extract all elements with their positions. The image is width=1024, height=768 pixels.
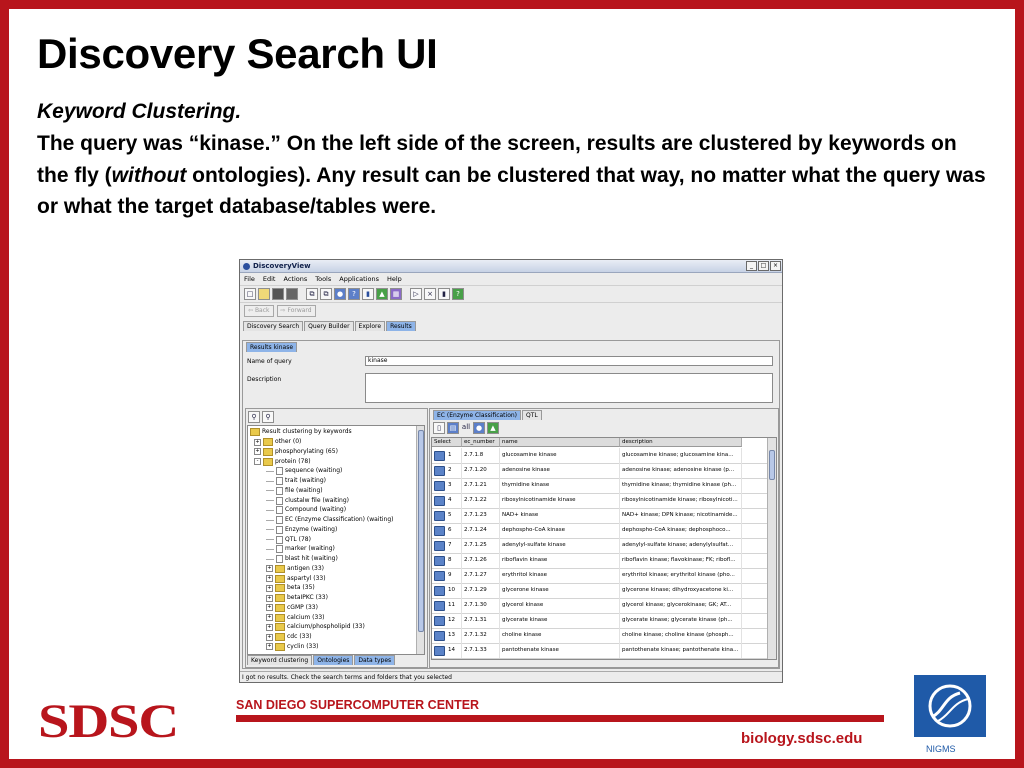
tree-item[interactable] <box>266 515 393 525</box>
tree-item-label: cyclin (33) <box>287 642 319 650</box>
sdsc-logo: SDSC <box>38 695 179 748</box>
tree-item[interactable] <box>266 622 365 632</box>
menu-applications[interactable]: Applications <box>339 275 379 283</box>
col-select[interactable]: Select <box>432 438 462 447</box>
menu-edit[interactable]: Edit <box>262 275 276 283</box>
find-next-icon[interactable]: ⚲ <box>262 411 274 423</box>
nigms-label: NIGMS <box>926 744 956 754</box>
expand-icon[interactable]: + <box>267 604 272 611</box>
table-cell: 6 <box>446 523 462 538</box>
table-cell: 2.7.1.24 <box>462 523 500 538</box>
document-icon <box>276 536 283 544</box>
all-icon[interactable]: all <box>461 423 471 431</box>
folder-icon <box>275 633 285 641</box>
print-icon[interactable] <box>286 288 298 300</box>
tree-scroll-thumb[interactable] <box>418 430 424 632</box>
expand-icon[interactable]: + <box>267 584 272 591</box>
table-cell: choline kinase <box>500 628 620 643</box>
document-icon <box>276 477 283 485</box>
table-cell: 14 <box>446 643 462 658</box>
document-icon <box>276 526 283 534</box>
table-row[interactable] <box>432 538 776 554</box>
cluster-toolbar <box>248 411 274 423</box>
menu-actions[interactable]: Actions <box>283 275 308 283</box>
table-cell: erythritol kinase; erythritol kinase (pho... <box>620 568 742 583</box>
table-cell: 9 <box>446 568 462 583</box>
table-cell: 2.7.1.33 <box>462 643 500 658</box>
tree-item[interactable] <box>266 564 324 574</box>
tab-qtl[interactable]: QTL <box>522 410 542 420</box>
paste-icon[interactable]: ⧉ <box>320 288 332 300</box>
copy-icon[interactable]: ⧉ <box>306 288 318 300</box>
slide-body-start: The query was “kinase.” On the left side of the screen, results are clustered by keywords on the fly ( <box>37 132 957 187</box>
forward-button[interactable]: ⇨ Forward <box>277 305 316 317</box>
globe-icon[interactable]: ● <box>334 288 346 300</box>
forward-label: Forward <box>287 307 312 314</box>
document-icon <box>276 487 283 495</box>
table-cell: 3 <box>446 478 462 493</box>
row-select-icon[interactable] <box>434 631 445 641</box>
tree-item[interactable] <box>266 505 346 515</box>
tree-item[interactable] <box>254 457 311 467</box>
table-cell: NAD+ kinase; DPN kinase; nicotinamide... <box>620 508 742 523</box>
minimize-icon[interactable]: _ <box>746 261 757 271</box>
menu-tools[interactable]: Tools <box>315 275 332 283</box>
table-row[interactable] <box>432 628 776 644</box>
table-cell: glycerate kinase <box>500 613 620 628</box>
table-cell: 7 <box>446 538 462 553</box>
table-cell: 13 <box>446 628 462 643</box>
title-bar <box>240 260 782 273</box>
tab-keyword-clustering[interactable]: Keyword clustering <box>247 655 312 665</box>
folder-icon <box>275 643 285 651</box>
tree-item-label: sequence (waiting) <box>285 467 343 475</box>
tree-item-label: marker (waiting) <box>285 545 335 553</box>
table-cell: adenosine kinase; adenosine kinase (p... <box>620 463 742 478</box>
table-cell: 2 <box>446 463 462 478</box>
expand-icon[interactable]: + <box>267 594 272 601</box>
table-cell: NAD+ kinase <box>500 508 620 523</box>
table-cell: 2.7.1.31 <box>462 613 500 628</box>
table-cell: 12 <box>446 613 462 628</box>
cluster-icon[interactable]: ▲ <box>376 288 388 300</box>
tree-item[interactable] <box>266 476 326 486</box>
footer-bar <box>236 715 884 722</box>
table-cell: 2.7.1.22 <box>462 493 500 508</box>
table-cell: 11 <box>446 598 462 613</box>
import-icon[interactable]: ▮ <box>438 288 450 300</box>
table-cell: 2.7.1.8 <box>462 448 500 463</box>
query-name-field[interactable]: kinase <box>365 356 773 366</box>
tree-connector <box>266 510 274 511</box>
table-cell: 5 <box>446 508 462 523</box>
tree-item-label: QTL (78) <box>285 535 311 543</box>
table-cell: ribosylnicotinamide kinase <box>500 493 620 508</box>
row-select-icon[interactable] <box>434 511 445 521</box>
tab-results[interactable]: Results <box>386 321 416 331</box>
row-select-icon[interactable] <box>434 466 445 476</box>
slide-body <box>37 128 987 223</box>
table-panel <box>429 408 779 668</box>
document-icon <box>276 506 283 514</box>
tree-root-label: Result clustering by keywords <box>262 428 352 435</box>
menu-help[interactable]: Help <box>386 275 402 283</box>
document-icon <box>276 545 283 553</box>
tree-item-label: clustalw file (waiting) <box>285 496 350 504</box>
expand-icon[interactable]: + <box>267 643 272 650</box>
folder-icon <box>250 428 260 436</box>
col-description[interactable]: description <box>620 438 742 447</box>
tab-data-types[interactable]: Data types <box>354 655 395 665</box>
delete-icon[interactable]: × <box>424 288 436 300</box>
new-icon[interactable]: □ <box>244 288 256 300</box>
slide-body-emphasis: without <box>111 163 187 187</box>
document-icon <box>276 555 283 563</box>
results-table <box>431 437 777 660</box>
center-name: SAN DIEGO SUPERCOMPUTER CENTER <box>236 698 480 712</box>
window-title: DiscoveryView <box>253 262 311 270</box>
row-select-icon[interactable] <box>434 526 445 536</box>
expand-icon[interactable]: + <box>267 614 272 620</box>
table-cell: 4 <box>446 493 462 508</box>
collapse-icon[interactable]: - <box>254 458 261 465</box>
main-tabs <box>240 321 782 331</box>
folder-icon <box>275 565 285 573</box>
table-cell: 2.7.1.32 <box>462 628 500 643</box>
expand-icon[interactable]: + <box>255 438 260 445</box>
table-cell: 2.7.1.23 <box>462 508 500 523</box>
folder-icon <box>263 438 273 446</box>
table-cell: choline kinase; choline kinase (phosph... <box>620 628 742 643</box>
tree-connector <box>266 549 274 550</box>
results-panel <box>242 340 780 669</box>
table-cell: pantothenate kinase <box>500 643 620 658</box>
export-icon[interactable]: ▷ <box>410 288 422 300</box>
table-cell: 2.7.1.26 <box>462 553 500 568</box>
site-url[interactable]: biology.sdsc.edu <box>741 730 863 747</box>
back-button[interactable]: ⇦ Back <box>244 305 274 317</box>
expand-icon[interactable]: + <box>267 575 272 581</box>
table-cell: erythritol kinase <box>500 568 620 583</box>
tree-item[interactable] <box>266 525 337 535</box>
table-row[interactable] <box>432 553 776 569</box>
help-icon[interactable]: ? <box>348 288 360 300</box>
status-bar: I got no results. Check the search terms and folders that you selected <box>240 671 783 683</box>
table-cell: riboflavin kinase <box>500 553 620 568</box>
table-row[interactable] <box>432 568 776 584</box>
table-scrollbar[interactable] <box>767 438 776 659</box>
expand-icon[interactable]: + <box>267 623 272 630</box>
tree-item-label: protein (78) <box>275 457 311 465</box>
col-name[interactable]: name <box>500 438 620 447</box>
row-select-icon[interactable] <box>434 571 445 581</box>
tree-item-label: trait (waiting) <box>285 477 326 484</box>
tree-item[interactable] <box>266 535 311 545</box>
tree-item[interactable] <box>266 583 315 593</box>
open-icon[interactable] <box>258 288 270 300</box>
tab-query-builder[interactable]: Query Builder <box>304 321 353 331</box>
tree-item[interactable] <box>266 466 342 476</box>
tree-item-label: calcium (33) <box>287 613 325 621</box>
table-cell: glucosamine kinase; glucosamine kina... <box>620 448 742 463</box>
slide-subtitle: Keyword Clustering. <box>37 100 242 123</box>
folder-icon <box>275 584 285 592</box>
tree-item-label: cGMP (33) <box>287 603 318 611</box>
close-icon[interactable]: × <box>770 261 781 271</box>
folder-icon <box>275 575 285 583</box>
row-select-icon[interactable] <box>434 556 445 566</box>
nigms-logo <box>914 675 986 737</box>
tree-item[interactable] <box>266 632 312 642</box>
binoculars-icon[interactable]: ⚲ <box>248 411 260 423</box>
tree-item-label: betaIPKC (33) <box>287 594 328 601</box>
select-icon[interactable]: ▯ <box>433 422 445 434</box>
table-row[interactable] <box>432 613 776 629</box>
table-cell: glycerol kinase <box>500 598 620 613</box>
tab-discovery-search[interactable]: Discovery Search <box>243 321 303 331</box>
tree-small-icon[interactable]: ▲ <box>487 422 499 434</box>
description-label: Description <box>247 376 282 383</box>
table-cell: 1 <box>446 448 462 463</box>
table-cell: 2.7.1.27 <box>462 568 500 583</box>
toolbar <box>240 285 782 303</box>
tree-item[interactable] <box>266 642 319 652</box>
table-cell: ribosylnicotinamide kinase; ribosylnicoti... <box>620 493 742 508</box>
document-icon <box>276 497 283 505</box>
table-cell: adenosine kinase <box>500 463 620 478</box>
tree-item[interactable] <box>266 603 318 613</box>
tree-connector <box>266 539 274 540</box>
nigms-emblem-icon <box>914 675 986 737</box>
table-row[interactable] <box>432 478 776 494</box>
table-cell: 2.7.1.25 <box>462 538 500 553</box>
table-row[interactable] <box>432 508 776 524</box>
table-toolbar <box>433 422 499 434</box>
left-tabs <box>247 655 395 665</box>
table-cell: 2.7.1.20 <box>462 463 500 478</box>
tree-item-label: other (0) <box>275 438 302 445</box>
table-cell: glycerone kinase; dihydroxyacetone ki... <box>620 583 742 598</box>
tree-connector <box>266 520 274 521</box>
document-icon <box>276 467 283 475</box>
tree-item[interactable] <box>266 574 326 584</box>
cluster-tree <box>247 425 425 655</box>
tree-item-label: cdc (33) <box>287 633 312 640</box>
expand-icon[interactable]: + <box>267 565 272 572</box>
tree-connector <box>266 559 274 560</box>
tree-icon[interactable]: ▮ <box>362 288 374 300</box>
table-cell: adenylyl-sulfate kinase <box>500 538 620 553</box>
row-select-icon[interactable] <box>434 496 445 506</box>
table-row[interactable] <box>432 583 776 599</box>
clustering-panel <box>245 408 428 668</box>
table-row[interactable] <box>432 523 776 539</box>
tree-item-label: EC (Enzyme Classification) (waiting) <box>285 516 394 523</box>
tree-item[interactable] <box>266 554 338 564</box>
table-cell: 2.7.1.30 <box>462 598 500 613</box>
app-window <box>239 259 783 683</box>
description-field[interactable] <box>365 373 773 403</box>
tree-item[interactable] <box>266 496 349 506</box>
name-label: Name of query <box>247 358 292 365</box>
folder-icon <box>275 614 285 622</box>
tree-connector <box>266 500 274 501</box>
tree-item[interactable] <box>266 613 324 623</box>
tree-item-label: calcium/phospholipid (33) <box>287 623 365 631</box>
save-icon[interactable] <box>272 288 284 300</box>
table-cell: glycerol kinase; glycerokinase; GK; AT... <box>620 598 742 613</box>
tree-item[interactable] <box>266 486 323 496</box>
table-row[interactable] <box>432 463 776 479</box>
folder-icon <box>263 458 273 466</box>
tree-item-label: phosphorylating (65) <box>275 447 338 455</box>
table-cell: 2.7.1.21 <box>462 478 500 493</box>
row-select-icon[interactable] <box>434 541 445 551</box>
table-cell: glycerone kinase <box>500 583 620 598</box>
tab-ontologies[interactable]: Ontologies <box>313 655 353 665</box>
row-select-icon[interactable] <box>434 586 445 596</box>
row-select-icon[interactable] <box>434 616 445 626</box>
table-cell: riboflavin kinase; flavokinase; FK; ribofl... <box>620 553 742 568</box>
back-label: Back <box>254 307 270 314</box>
table-row[interactable] <box>432 598 776 614</box>
row-select-icon[interactable] <box>434 451 445 461</box>
row-select-icon[interactable] <box>434 481 445 491</box>
tree-item-label: file (waiting) <box>285 486 323 494</box>
nav-bar <box>240 303 782 319</box>
table-row[interactable] <box>432 448 776 464</box>
tab-explore[interactable]: Explore <box>355 321 386 331</box>
folder-icon <box>275 623 285 631</box>
table-cell: dephospho-CoA kinase; dephosphoco... <box>620 523 742 538</box>
table-cell: thymidine kinase; thymidine kinase (ph... <box>620 478 742 493</box>
table-scroll-thumb[interactable] <box>769 450 775 480</box>
table-cell: thymidine kinase <box>500 478 620 493</box>
row-select-icon[interactable] <box>434 646 445 656</box>
table-tabs <box>430 410 778 420</box>
tree-item[interactable] <box>266 544 335 554</box>
tab-ec[interactable]: EC (Enzyme Classification) <box>433 410 521 420</box>
expand-icon[interactable]: + <box>255 448 260 455</box>
col-ec-number[interactable]: ec_number <box>462 438 500 447</box>
tree-item[interactable] <box>266 593 328 603</box>
tree-item-label: blast hit (waiting) <box>285 555 338 562</box>
table-row[interactable] <box>432 493 776 509</box>
tree-item[interactable] <box>254 437 301 447</box>
question-icon[interactable]: ? <box>452 288 464 300</box>
folder-icon <box>263 448 273 456</box>
tab-results-kinase[interactable]: Results kinase <box>246 342 297 352</box>
tree-item-label: Compound (waiting) <box>285 506 347 514</box>
tree-connector <box>266 471 274 472</box>
maximize-icon[interactable]: □ <box>758 261 769 271</box>
app-icon <box>243 263 250 270</box>
expand-icon[interactable]: + <box>267 633 272 640</box>
table-cell: dephospho-CoA kinase <box>500 523 620 538</box>
menu-file[interactable]: File <box>244 275 255 283</box>
tree-item[interactable] <box>254 447 338 457</box>
slide-title: Discovery Search UI <box>37 30 438 77</box>
row-select-icon[interactable] <box>434 601 445 611</box>
tree-scrollbar[interactable] <box>416 426 424 654</box>
slide-body-end: ontologies). Any result can be clustered that way, no matter what the query was or what the target database/tables were. <box>37 163 986 218</box>
table-cell: pantothenate kinase; pantothenate kina... <box>620 643 742 658</box>
menu-bar <box>240 273 782 285</box>
tree-item-label: antigen (33) <box>287 564 325 572</box>
globe-small-icon[interactable]: ● <box>473 422 485 434</box>
document-icon <box>276 516 283 524</box>
table-row[interactable] <box>432 643 776 659</box>
tree-item-label: aspartyl (33) <box>287 574 326 582</box>
tree-connector <box>266 490 274 491</box>
folder-icon <box>275 604 285 612</box>
results-subtabs <box>243 342 779 352</box>
grid-icon[interactable]: ▦ <box>390 288 402 300</box>
table-cell: 2.7.1.29 <box>462 583 500 598</box>
tree-connector <box>266 481 274 482</box>
table-cell: 8 <box>446 553 462 568</box>
table-cell: glycerate kinase; glycerate kinase (ph... <box>620 613 742 628</box>
folder-icon <box>275 594 285 602</box>
table-cell: glucosamine kinase <box>500 448 620 463</box>
tree-root[interactable] <box>250 427 352 437</box>
tree-item-label: beta (35) <box>287 584 315 592</box>
tree-connector <box>266 529 274 530</box>
table-cell: 10 <box>446 583 462 598</box>
table-cell: adenylyl-sulfate kinase; adenylylsulfat... <box>620 538 742 553</box>
table-icon[interactable]: ▤ <box>447 422 459 434</box>
tree-item-label: Enzyme (waiting) <box>285 525 338 533</box>
